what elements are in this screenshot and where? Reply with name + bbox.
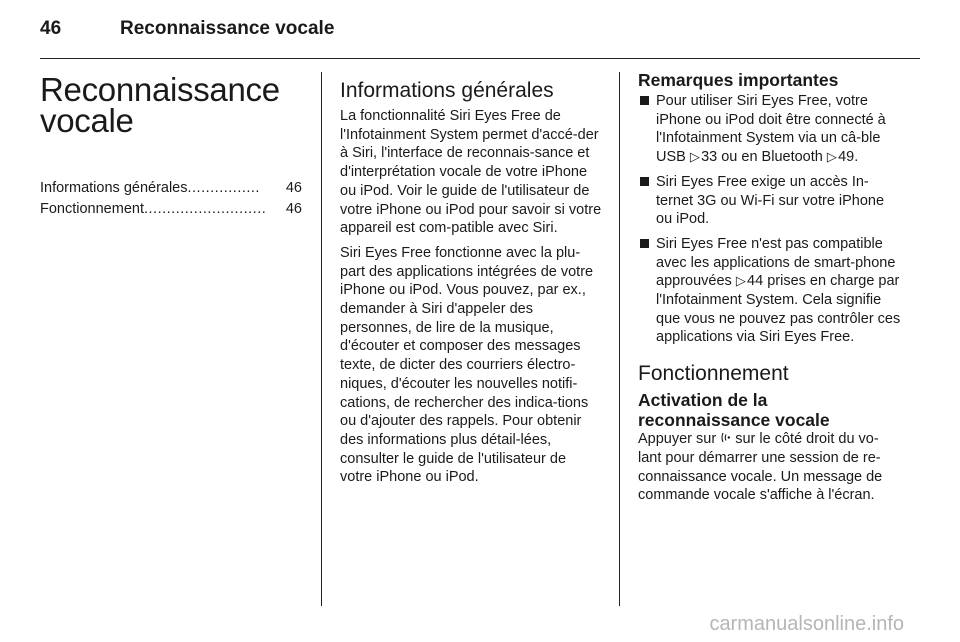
header-rule xyxy=(40,58,920,59)
voice-recognition-icon xyxy=(720,431,731,447)
note-text: . xyxy=(854,149,859,166)
note-text: Siri Eyes Free exige un accès In-ternet 3G ou Wi-Fi sur votre iPhone ou iPod. xyxy=(656,173,885,228)
note-text: prises en charge par l'Infotainment System. Cela signifie que vous ne pouvez pas contrôler ces applications via Siri Eyes Free. xyxy=(656,273,901,346)
page-reference[interactable]: 49 xyxy=(838,149,855,166)
toc-entry-page: 46 xyxy=(285,180,302,196)
notes-list xyxy=(638,92,902,347)
body-paragraph: La fonctionnalité Siri Eyes Free de l'Infotainment System permet d'accé-der à Siri, l'interface de reconnais-sance et d'interprétation vocale de votre iPhone ou iPod. Voir le guide de l'utilisateur de votre iPhone ou iPod pour savoir si votre appareil est com-patible avec Siri. xyxy=(340,108,602,237)
running-title: Reconnaissance vocale xyxy=(120,18,335,39)
list-item xyxy=(638,235,902,347)
square-bullet-icon xyxy=(640,239,649,248)
toc-entry-page: 46 xyxy=(285,201,302,217)
watermark: carmanualsonline.info xyxy=(709,613,904,635)
toc-leader-dots: ................ xyxy=(187,180,260,196)
notes-heading: Remarques importantes xyxy=(638,70,839,90)
toc-entry-label: Fonctionnement xyxy=(40,201,144,217)
column-divider xyxy=(321,72,322,606)
page-reference[interactable]: 44 xyxy=(747,273,764,290)
toc-entry-label: Informations générales xyxy=(40,180,188,196)
body-paragraph: Siri Eyes Free fonctionne avec la plu-part des applications intégrées de votre iPhone ou iPod. Vous pouvez, par ex., demander à Siri d'appeler des personnes, de lire de la musique, d'écouter et composer des messages texte, de dicter des courriers électro-niques, d'écouter les nouvelles notifi-cations, de rechercher des indica-tions ou d'ajouter des rappels. Pour obtenir des informations plus détail-lées, consulter le guide de l'utilisateur de votre iPhone ou iPod. xyxy=(340,244,594,486)
column-divider xyxy=(619,72,620,606)
activation-text: sur le côté droit du vo-lant pour démarrer une session de re-connaissance vocale. Un message de commande vocale s'affiche à l'écran. xyxy=(638,431,883,504)
toc-column xyxy=(40,70,302,220)
square-bullet-icon xyxy=(640,96,649,105)
reference-arrow-icon: ▷ xyxy=(689,149,700,165)
toc-entry[interactable] xyxy=(40,178,302,199)
note-text: Siri Eyes Free n'est pas compatible avec les applications de smart-phone approuvées xyxy=(656,235,896,290)
table-of-contents xyxy=(40,178,302,220)
reference-arrow-icon: ▷ xyxy=(735,273,746,289)
body-paragraph xyxy=(638,430,902,505)
chapter-title-line: vocale xyxy=(40,102,134,139)
page-reference[interactable]: 33 xyxy=(701,149,718,166)
page-number: 46 xyxy=(40,18,62,39)
activation-text: Appuyer sur xyxy=(638,431,721,448)
page-header xyxy=(40,18,920,42)
subsection-heading-activation: Activation de la reconnaissance vocale xyxy=(638,390,830,431)
list-item xyxy=(638,92,902,167)
general-info-column xyxy=(340,70,602,493)
section-heading-operation: Fonctionnement xyxy=(638,362,789,386)
note-text: ou en Bluetooth xyxy=(717,149,827,166)
chapter-title xyxy=(40,71,302,139)
list-item xyxy=(638,173,902,229)
toc-entry[interactable] xyxy=(40,199,302,220)
section-heading-general-info: Informations générales xyxy=(340,79,554,102)
toc-leader-dots: ........................... xyxy=(143,201,267,217)
chapter-title-line: Reconnaissance xyxy=(40,71,280,108)
notes-column xyxy=(638,70,902,511)
reference-arrow-icon: ▷ xyxy=(826,149,837,165)
note-text: Pour utiliser Siri Eyes Free, votre iPhone ou iPod doit être connecté à l'Infotainment System via un câ-ble USB xyxy=(656,93,886,166)
square-bullet-icon xyxy=(640,177,649,186)
